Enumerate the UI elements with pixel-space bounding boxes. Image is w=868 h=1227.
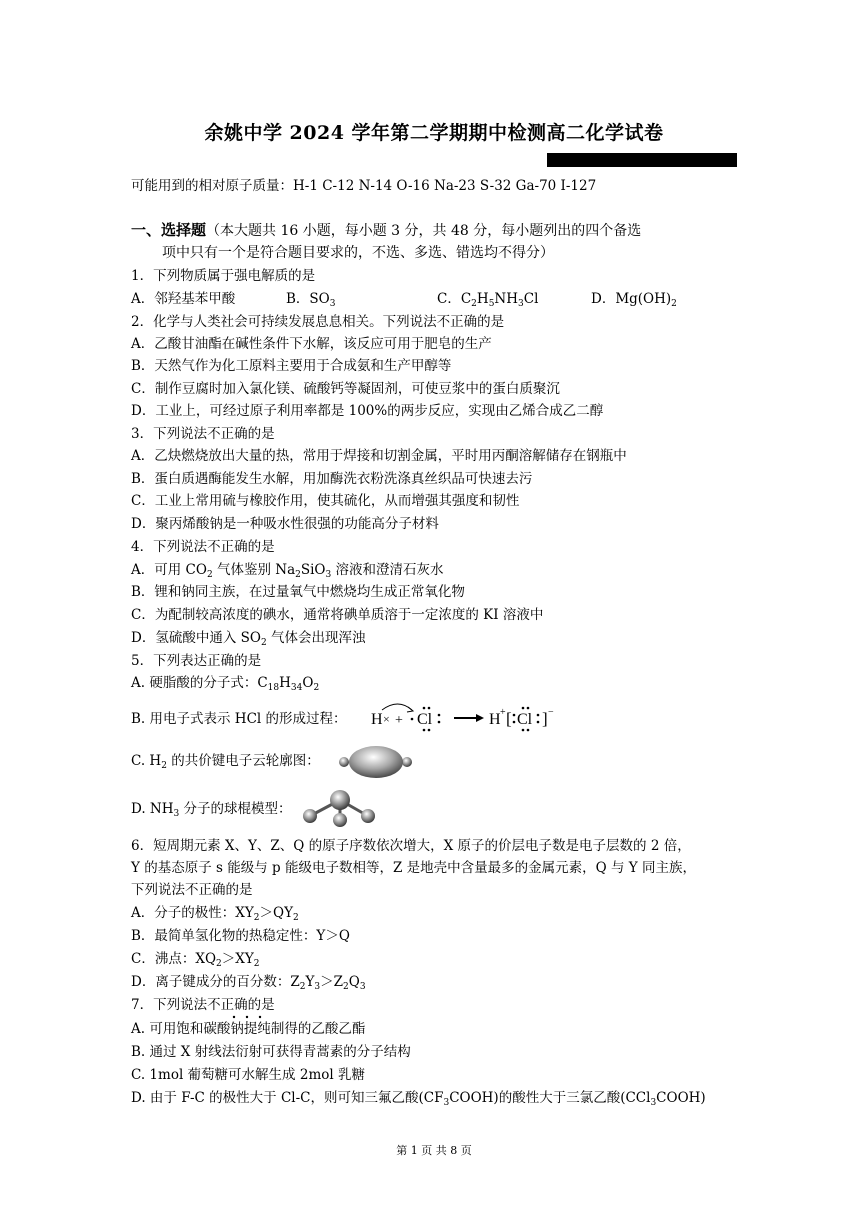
hcl-formation-diagram — [368, 698, 558, 738]
q6-stem-line-2: Y 的基态原子 s 能级与 p 能级电子数相等，Z 是地壳中含量最多的金属元素，Q 与 Y 同主族， — [131, 860, 696, 876]
hcl-plus: + — [395, 713, 403, 728]
q2-stem: 2．化学与人类社会可持续发展息息相关。下列说法不正确的是 — [131, 314, 505, 330]
q5-option-b: B. 用电子式表示 HCl 的形成过程： — [131, 711, 347, 727]
hcl-cl-right: Cl — [517, 711, 533, 728]
q3-option-a: A．乙炔燃烧放出大量的热，常用于焊接和切割金属，平时用丙酮溶解储存在钢瓶中 — [131, 448, 627, 464]
nh3-ball-stick-model — [298, 786, 378, 828]
q7-option-b: B. 通过 X 射线法衍射可获得青蒿素的分子结构 — [131, 1044, 411, 1060]
q5-stem: 5．下列表达正确的是 — [131, 653, 262, 669]
svg-text:]: ] — [542, 709, 548, 728]
q1-option-d: D．$Mg(OH)_2$ — [591, 291, 677, 309]
q3-option-d: D．聚丙烯酸钠是一种吸水性很强的功能高分子材料 — [131, 516, 439, 532]
page-title: 余姚中学 2024 学年第二学期期中检测高二化学试卷 — [204, 122, 664, 144]
page-footer: 第 1 页 共 8 页 — [396, 1144, 472, 1157]
q1-option-c: C．$C_2H_5NH_3Cl$ — [437, 291, 539, 309]
hcl-h-left: H — [371, 711, 383, 728]
atomic-masses: 可能用到的相对原子质量：H-1 C-12 N-14 O-16 Na-23 S-32 Ga-70 I-127 — [131, 178, 597, 194]
section-1-heading: 一、选择题 — [131, 221, 207, 239]
q6-option-c: C．沸点：$XQ_2>XY_2$ — [131, 951, 260, 969]
section-1-line-1 — [131, 220, 641, 241]
q3-option-b: B．蛋白质遇酶能发生水解，用加酶洗衣粉洗涤真丝织品可快速去污 — [131, 471, 533, 487]
hcl-cl-charge: − — [548, 707, 554, 718]
q4-option-d: D．氢硫酸中通入 $SO_2$ 气体会出现浑浊 — [131, 630, 366, 648]
q7-option-c: C. 1mol 葡萄糖可水解生成 2mol 乳糖 — [131, 1067, 365, 1083]
q6-stem-line-1: 6．短周期元素 X、Y、Z、Q 的原子序数依次增大，X 原子的价层电子数是电子层数的 2 倍， — [131, 838, 691, 854]
q1-option-b: B．$SO_3$ — [286, 291, 336, 309]
q4-stem: 4．下列说法不正确的是 — [131, 539, 275, 555]
hcl-cl-left: Cl — [417, 711, 433, 728]
q5-option-a: A. 硬脂酸的分子式：$C_{18}H_{34}O_2$ — [131, 675, 320, 693]
q7-option-a: A. 可用饱和碳酸钠提纯制得的乙酸乙酯 — [131, 1021, 366, 1037]
q6-option-d: D．离子键成分的百分数：$Z_2Y_3>Z_2Q_3$ — [131, 974, 366, 992]
q6-option-b: B．最简单氢化物的热稳定性：Y＞Q — [131, 928, 350, 944]
q4-option-a: A．可用 $CO_2$ 气体鉴别 $Na_2SiO_3$ 溶液和澄清石灰水 — [131, 562, 444, 580]
q3-option-c: C．工业上常用硫与橡胶作用，使其硫化，从而增强其强度和韧性 — [131, 493, 520, 509]
q7-stem: 7．下列说法不正确的是 — [131, 997, 275, 1013]
q3-stem: 3．下列说法不正确的是 — [131, 426, 275, 442]
redaction-bar — [547, 153, 737, 167]
q6-option-a: A．分子的极性：$XY_2>QY_2$ — [131, 905, 299, 923]
q4-option-c: C．为配制较高浓度的碘水，通常将碘单质溶于一定浓度的 KI 溶液中 — [131, 607, 544, 623]
hcl-x-electron: × — [383, 712, 390, 726]
q2-option-a: A．乙酸甘油酯在碱性条件下水解，该反应可用于肥皂的生产 — [131, 336, 492, 352]
q1-stem: 1．下列物质属于强电解质的是 — [131, 268, 316, 284]
q1-option-a: A．邻羟基苯甲酸 — [131, 291, 236, 307]
q7-option-d: D. 由于 F-C 的极性大于 Cl-C，则可知三氟乙酸$(CF_3COOH)$的酸性大于三氯乙酸(CCl$_3$COOH) — [131, 1090, 706, 1108]
q5-option-d: D. $NH_3$ 分子的球棍模型： — [131, 801, 292, 819]
q2-option-c: C．制作豆腐时加入氯化镁、硫酸钙等凝固剂，可使豆浆中的蛋白质聚沉 — [131, 381, 560, 397]
section-1-instructions-2: 项中只有一个是符合题目要求的，不选、多选、错选均不得分） — [162, 245, 554, 261]
hcl-h-right: H — [489, 711, 501, 728]
q4-option-b: B．锂和钠同主族，在过量氧气中燃烧均生成正常氧化物 — [131, 584, 465, 600]
q5-option-c: C. $H_2$ 的共价键电子云轮廓图： — [131, 753, 320, 771]
q6-stem-line-3: 下列说法不正确的是 — [131, 882, 253, 898]
q2-option-d: D．工业上，可经过原子利用率都是 100%的两步反应，实现由乙烯合成乙二醇 — [131, 403, 604, 419]
q2-option-b: B．天然气作为化工原料主要用于合成氨和生产甲醇等 — [131, 358, 452, 374]
hcl-h-charge: + — [500, 707, 506, 718]
h2-electron-cloud-figure — [336, 743, 416, 781]
svg-text:[: [ — [506, 709, 512, 728]
section-1-instructions-1: （本大题共 16 小题，每小题 3 分，共 48 分，每小题列出的四个备选 — [206, 223, 642, 239]
